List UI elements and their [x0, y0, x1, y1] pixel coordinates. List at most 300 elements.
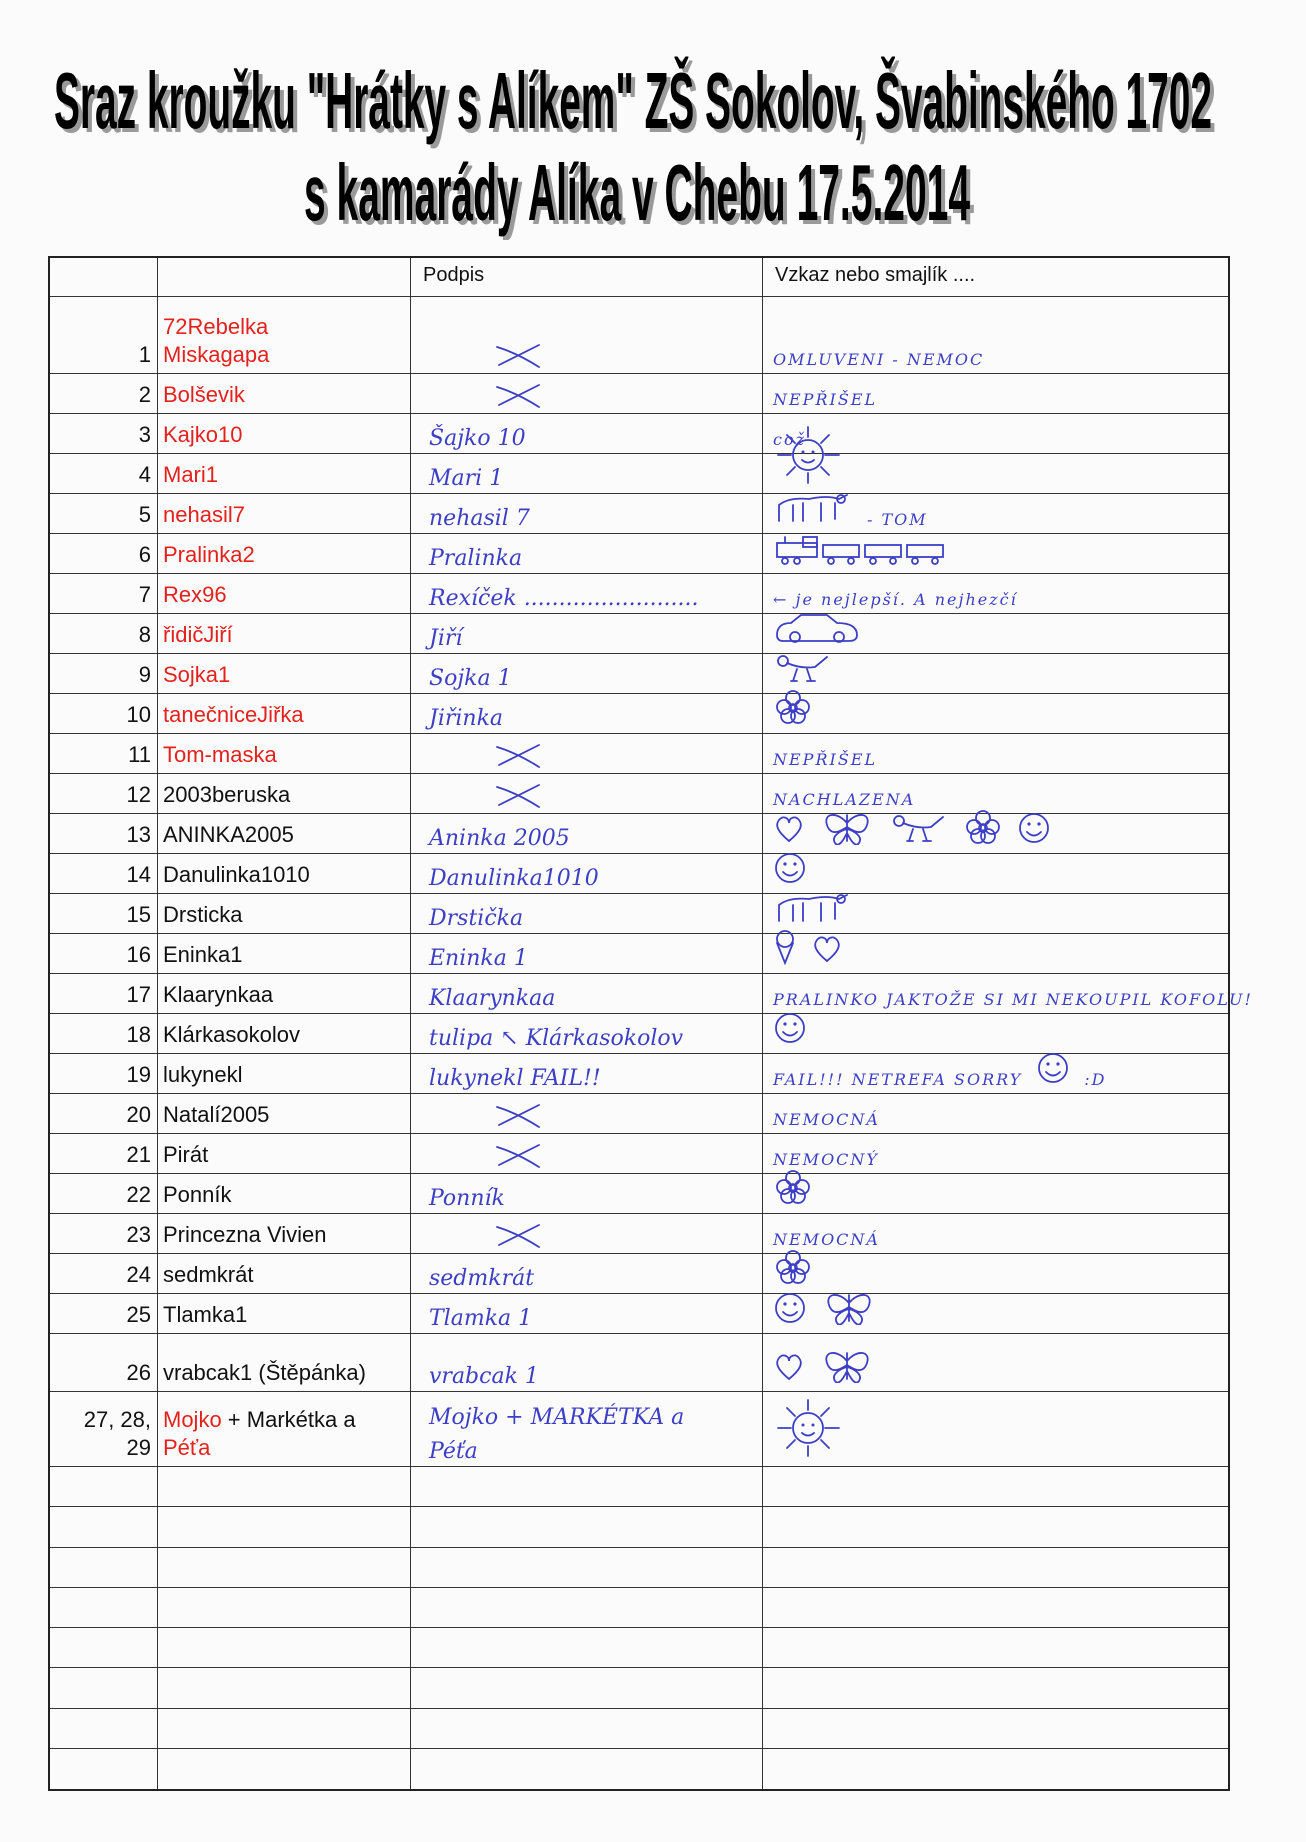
participant-name: [158, 1668, 411, 1707]
participant-name: [158, 1014, 411, 1053]
handwritten-message: [773, 1110, 880, 1129]
participant-name: [158, 894, 411, 933]
row-number: [50, 414, 158, 453]
participant-name: [158, 1254, 411, 1293]
ice-cream-icon: [773, 929, 797, 969]
document-title: [0, 40, 1306, 240]
participant-name-text: Tlamka1: [163, 1302, 248, 1327]
row-number: [50, 1668, 158, 1707]
participant-name-line: [163, 941, 410, 969]
header-message-label: Vzkaz nebo smajlík ....: [775, 264, 976, 286]
row-number-text: 6: [138, 542, 151, 567]
participant-name: [158, 934, 411, 973]
flower-icon: [773, 1249, 813, 1289]
table-body: [50, 297, 1253, 1789]
table-row: [50, 1134, 1228, 1174]
row-number: [50, 774, 158, 813]
participant-name-text: + Markétka a: [221, 1407, 356, 1432]
butterfly-icon: [821, 1289, 877, 1329]
participant-name-text: Sojka1: [163, 662, 231, 687]
message-cell: [763, 814, 1228, 853]
handwritten-signature: Péťa: [429, 1439, 478, 1464]
participant-name-text: Kajko10: [163, 422, 243, 447]
row-number: [50, 1588, 158, 1627]
signature-cell: [411, 654, 763, 693]
message-text: OMLUVENI - NEMOC: [773, 350, 985, 369]
row-number-text: 21: [126, 1142, 151, 1167]
row-number-text: 15: [126, 902, 151, 927]
table-row: [50, 1214, 1228, 1254]
bird-icon: [889, 811, 949, 849]
participant-name-text: Pralinka2: [163, 542, 255, 567]
participant-name-text: Mari1: [163, 462, 219, 487]
participant-name-text: Klaarynkaa: [163, 982, 274, 1007]
row-number-text: 22: [126, 1182, 151, 1207]
message-text: NEMOCNÝ: [773, 1150, 879, 1169]
message-cell: [763, 1294, 1228, 1333]
message-cell: [763, 534, 1228, 573]
row-number-text: 3: [138, 422, 151, 447]
handwritten-signature: lukynekl FAIL!!: [429, 1066, 601, 1091]
signature-cell: [411, 1294, 763, 1333]
row-number: [50, 734, 158, 773]
participant-name-text: vrabcak1 (Štěpánka): [163, 1360, 366, 1385]
flower-icon: [773, 689, 813, 729]
handwritten-signature: Drstička: [429, 906, 524, 931]
participant-name: [158, 1094, 411, 1133]
row-number: [50, 454, 158, 493]
signature-cell: [411, 934, 763, 973]
row-number-text: 12: [126, 782, 151, 807]
row-number-text: 7: [138, 582, 151, 607]
handwritten-signature: Mojko + MARKÉTKA a: [429, 1405, 685, 1430]
signature-cell: [411, 1628, 763, 1667]
participant-name: [158, 1588, 411, 1627]
participant-name-text: řidičJiří: [163, 622, 233, 647]
row-number: [50, 1334, 158, 1391]
message-cell: [763, 494, 1228, 533]
participant-name: [158, 1392, 411, 1466]
empty-table-row: [50, 1668, 1228, 1708]
empty-table-row: [50, 1749, 1228, 1789]
participant-name-line: [163, 541, 410, 569]
row-number: [50, 854, 158, 893]
message-cell: [763, 297, 1228, 373]
signature-cell: [411, 974, 763, 1013]
participant-name-line: [163, 1061, 410, 1089]
table-row: [50, 1294, 1228, 1334]
message-text: FAIL!!! NETREFA SORRY: [773, 1070, 1023, 1089]
participant-name: [158, 1628, 411, 1667]
signature-cell: [411, 297, 763, 373]
participant-name: [158, 1214, 411, 1253]
message-cell: [763, 1588, 1228, 1627]
handwritten-signature: Jiří: [429, 626, 463, 651]
handwritten-signature: sedmkrát: [429, 1266, 535, 1291]
participant-name-text: Tom-maska: [163, 742, 277, 767]
row-number: [50, 694, 158, 733]
empty-table-row: [50, 1588, 1228, 1628]
handwritten-message: [773, 990, 1253, 1009]
participant-name: [158, 814, 411, 853]
message-cell: [763, 1749, 1228, 1789]
participant-name: [158, 1134, 411, 1173]
signature-cell: [411, 814, 763, 853]
header-message: [763, 258, 1228, 296]
message-cell: [763, 1174, 1228, 1213]
empty-table-row: [50, 1467, 1228, 1507]
signature-cell: [411, 494, 763, 533]
smiley-icon: [773, 1011, 807, 1049]
participant-name: [158, 1709, 411, 1748]
participant-name-line: [163, 581, 410, 609]
handwritten-message: [773, 891, 853, 929]
table-row: [50, 454, 1228, 494]
table-row: [50, 694, 1228, 734]
signature-cell: [411, 534, 763, 573]
header-signature-label: Podpis: [423, 264, 485, 286]
row-number: [50, 297, 158, 373]
participant-name-text: Miskagapa: [163, 342, 270, 367]
signature-cell: [411, 374, 763, 413]
participant-name: [158, 574, 411, 613]
participant-name-line: [163, 501, 410, 529]
message-cell: [763, 654, 1228, 693]
row-number: [50, 1709, 158, 1748]
participant-name-line: [163, 1221, 410, 1249]
table-row: [50, 614, 1228, 654]
signature-cell: [411, 734, 763, 773]
table-row: [50, 814, 1228, 854]
participant-name-line: [163, 1141, 410, 1169]
signature-cell: [411, 1014, 763, 1053]
participant-name: [158, 614, 411, 653]
signature-cell: [411, 1214, 763, 1253]
participant-name-line: [163, 1181, 410, 1209]
participant-name-text: Danulinka1010: [163, 862, 310, 887]
header-signature: [411, 258, 763, 296]
participant-name: [158, 774, 411, 813]
signature-cell: [411, 1392, 763, 1466]
row-number: [50, 1749, 158, 1789]
participant-name-line: [163, 421, 410, 449]
row-number-text: 5: [138, 502, 151, 527]
row-number-text: 8: [138, 622, 151, 647]
signature-cell: [411, 894, 763, 933]
message-cell: [763, 774, 1228, 813]
participant-name-line: [163, 1101, 410, 1129]
row-number-text: 18: [126, 1022, 151, 1047]
row-number: [50, 654, 158, 693]
participant-name-text: Princezna Vivien: [163, 1222, 327, 1247]
row-number: [50, 974, 158, 1013]
message-cell: [763, 574, 1228, 613]
participant-name-line: [163, 313, 410, 341]
message-cell: [763, 1709, 1228, 1748]
signature-cell: [411, 1134, 763, 1173]
signature-cell: [411, 1094, 763, 1133]
participant-name: [158, 414, 411, 453]
participant-name-line: [163, 781, 410, 809]
handwritten-signature: Rexíček .........................: [429, 586, 699, 611]
row-number: [50, 1054, 158, 1093]
participant-name-text: Drsticka: [163, 902, 243, 927]
participant-name-text: Ponník: [163, 1182, 232, 1207]
signature-cell: [411, 1588, 763, 1627]
row-number: [50, 1134, 158, 1173]
row-number-text: 10: [126, 702, 151, 727]
table-row: [50, 854, 1228, 894]
participant-name-line: [163, 1406, 410, 1434]
handwritten-message: [773, 611, 863, 649]
signature-cell: [411, 1054, 763, 1093]
title-line-2: s kamarády Alíka v Chebu 17.5.2014: [304, 148, 971, 237]
participant-name-text: Bolševik: [163, 382, 245, 407]
row-number: [50, 1014, 158, 1053]
row-number: [50, 614, 158, 653]
row-number-text: 11: [128, 742, 151, 767]
handwritten-message: [773, 390, 877, 409]
row-number: [50, 1174, 158, 1213]
heart-icon: [773, 1351, 805, 1387]
handwritten-message: [773, 851, 807, 889]
handwritten-message: [773, 809, 1051, 849]
signature-cell: [411, 1548, 763, 1587]
message-cell: [763, 694, 1228, 733]
sun-icon: [773, 423, 843, 489]
handwritten-message: [773, 1051, 1106, 1089]
message-cell: [763, 894, 1228, 933]
handwritten-message: [773, 1289, 877, 1329]
handwritten-signature: Klaarynkaa: [429, 986, 556, 1011]
empty-table-row: [50, 1548, 1228, 1588]
row-number: [50, 814, 158, 853]
participant-name: [158, 654, 411, 693]
participant-name-line: [163, 821, 410, 849]
table-row: [50, 934, 1228, 974]
participant-name-text: Klárkasokolov: [163, 1022, 300, 1047]
bird-icon: [773, 651, 833, 689]
message-cell: [763, 1467, 1228, 1506]
handwritten-signature: vrabcak 1: [429, 1364, 539, 1389]
participant-name-line: [163, 661, 410, 689]
participant-name-line: [163, 621, 410, 649]
row-number-text: 23: [126, 1222, 151, 1247]
attendance-table: [48, 256, 1253, 1791]
empty-table-row: [50, 1628, 1228, 1668]
participant-name: [158, 494, 411, 533]
table-header-row: [50, 258, 1228, 297]
participant-name-line: [163, 861, 410, 889]
participant-name: [158, 297, 411, 373]
handwritten-signature: Eninka 1: [429, 946, 528, 971]
message-cell: [763, 374, 1228, 413]
participant-name: [158, 854, 411, 893]
header-name: [158, 258, 411, 296]
row-number: [50, 574, 158, 613]
message-text: NEMOCNÁ: [773, 1110, 880, 1129]
row-number: [50, 1548, 158, 1587]
handwritten-signature: nehasil 7: [429, 506, 530, 531]
participant-name: [158, 694, 411, 733]
handwritten-message: [773, 350, 984, 369]
row-number-text: 25: [126, 1302, 151, 1327]
participant-name: [158, 1334, 411, 1391]
participant-name-line: [163, 461, 410, 489]
row-number: [50, 374, 158, 413]
row-number-text: 2: [138, 382, 151, 407]
message-cell: [763, 974, 1253, 1013]
message-text: - TOM: [867, 510, 928, 529]
row-number: [50, 1467, 158, 1506]
participant-name-line: [163, 1021, 410, 1049]
message-cell: [763, 1094, 1228, 1133]
row-number: [50, 1628, 158, 1667]
signature-cell: [411, 574, 763, 613]
table-row: [50, 1014, 1228, 1054]
handwritten-signature: Ponník: [429, 1186, 505, 1211]
empty-table-row: [50, 1709, 1228, 1749]
participant-name-line: [163, 981, 410, 1009]
smiley-icon: [1036, 1051, 1070, 1089]
message-cell: [763, 934, 1228, 973]
row-number: [50, 1294, 158, 1333]
table-row: [50, 1392, 1228, 1467]
row-number-text: 16: [126, 942, 151, 967]
sun-icon: [773, 1396, 843, 1462]
row-number: [50, 934, 158, 973]
row-number-text: 19: [126, 1062, 151, 1087]
message-cell: [763, 1254, 1228, 1293]
handwritten-signature: Sojka 1: [429, 666, 512, 691]
message-text: NEMOCNÁ: [773, 1230, 880, 1249]
handwritten-message: [773, 689, 813, 729]
train-icon: [773, 533, 963, 569]
handwritten-message: [773, 1230, 880, 1249]
participant-name-line: [163, 1434, 410, 1462]
message-cell: [763, 1507, 1228, 1546]
participant-name-text: tanečniceJiřka: [163, 702, 304, 727]
table-row: [50, 1174, 1228, 1214]
row-number-text: 13: [126, 822, 151, 847]
participant-name-text: Eninka1: [163, 942, 243, 967]
dog-icon: [773, 491, 853, 529]
message-cell: [763, 854, 1228, 893]
signature-cell: [411, 1507, 763, 1546]
row-number: [50, 534, 158, 573]
handwritten-message: [773, 1249, 813, 1289]
message-cell: [763, 1054, 1228, 1093]
table-row: [50, 1334, 1228, 1392]
row-number: [50, 1254, 158, 1293]
participant-name-line: [163, 741, 410, 769]
signature-cell: [411, 1254, 763, 1293]
flower-icon: [963, 809, 1003, 849]
signature-cell: [411, 1709, 763, 1748]
handwritten-message: [773, 929, 843, 969]
handwritten-message: [773, 750, 877, 769]
table-row: [50, 574, 1228, 614]
signature-cell: [411, 614, 763, 653]
message-cell: [763, 1134, 1228, 1173]
handwritten-message: [773, 533, 963, 569]
participant-name: [158, 1294, 411, 1333]
signature-cell: [411, 1334, 763, 1391]
participant-name-text: lukynekl: [163, 1062, 243, 1087]
participant-name-line: [163, 1261, 410, 1289]
participant-name: [158, 374, 411, 413]
row-number: [50, 1094, 158, 1133]
participant-name-line: [163, 701, 410, 729]
participant-name-text: 2003beruska: [163, 782, 291, 807]
participant-name: [158, 534, 411, 573]
message-cell: [763, 1014, 1228, 1053]
handwritten-signature: Aninka 2005: [429, 826, 570, 851]
title-line-1: Sraz kroužku "Hrátky s Alíkem" ZŠ Sokolov, Švabinského 1702: [54, 56, 1212, 145]
handwritten-message: [773, 790, 915, 809]
row-number: [50, 494, 158, 533]
table-row: [50, 894, 1228, 934]
participant-name: [158, 1507, 411, 1546]
empty-table-row: [50, 1507, 1228, 1547]
participant-name: [158, 1749, 411, 1789]
participant-name: [158, 1054, 411, 1093]
participant-name-line: [163, 1359, 410, 1387]
message-cell: [763, 1392, 1228, 1466]
handwritten-signature: Jiřinka: [429, 706, 504, 731]
row-number-text: 9: [138, 662, 151, 687]
row-number-text: 27, 28,: [83, 1407, 151, 1432]
participant-name-line: [163, 341, 410, 369]
handwritten-message: [773, 1169, 813, 1209]
participant-name: [158, 1174, 411, 1213]
message-text: NEPŘIŠEL: [773, 750, 878, 769]
message-cell: [763, 1548, 1228, 1587]
row-number-text: 4: [138, 462, 151, 487]
table-row: [50, 774, 1228, 814]
handwritten-signature: Pralinka: [429, 546, 523, 571]
participant-name: [158, 1548, 411, 1587]
row-number: [50, 894, 158, 933]
row-number-text: 26: [126, 1360, 151, 1385]
table-row: [50, 1054, 1228, 1094]
participant-name-text: ANINKA2005: [163, 822, 294, 847]
table-row: [50, 734, 1228, 774]
handwritten-signature: Mari 1: [429, 466, 504, 491]
participant-name-line: [163, 381, 410, 409]
handwritten-message: [773, 1011, 807, 1049]
message-cell: [763, 1214, 1228, 1253]
row-number-text: 14: [126, 862, 151, 887]
handwritten-signature: Tlamka 1: [429, 1306, 533, 1331]
flower-icon: [773, 1169, 813, 1209]
car-icon: [773, 611, 863, 649]
participant-name-line: [163, 901, 410, 929]
message-text: NEPŘIŠEL: [773, 390, 878, 409]
smiley-icon: [1017, 811, 1051, 849]
row-number-text: 24: [126, 1262, 151, 1287]
participant-name-line: [163, 1301, 410, 1329]
table-row: [50, 414, 1228, 454]
handwritten-message: [773, 423, 843, 489]
butterfly-icon: [819, 809, 875, 849]
handwritten-message: [773, 1396, 843, 1462]
smiley-icon: [773, 1291, 807, 1329]
table-row: [50, 297, 1228, 374]
handwritten-signature: tulipa ↖ Klárkasokolov: [429, 1026, 684, 1051]
header-number: [50, 258, 158, 296]
message-cell: [763, 454, 1228, 493]
